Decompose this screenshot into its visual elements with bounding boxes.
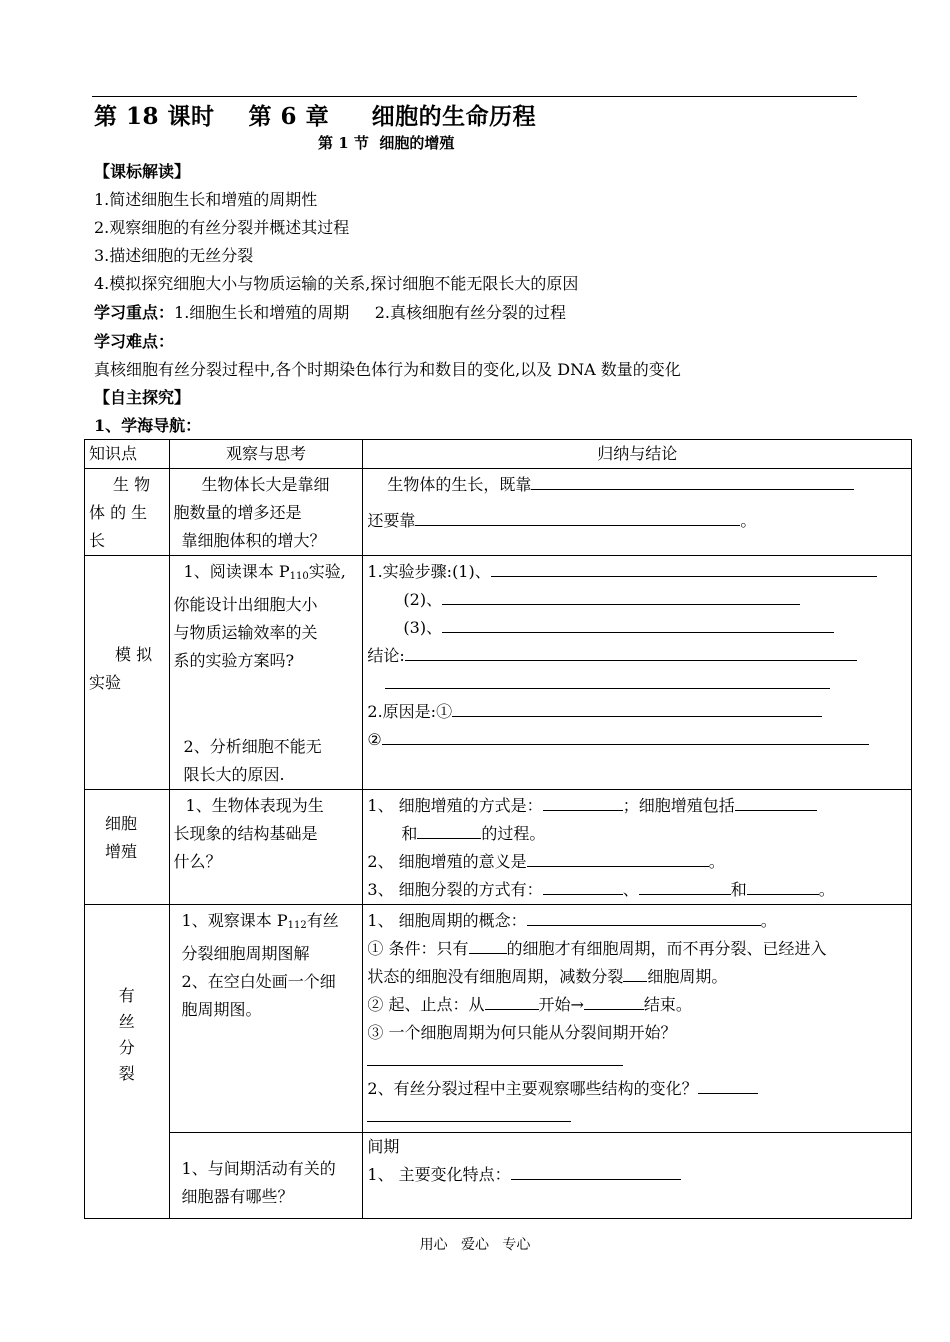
page-footer: 用心 爱心 专心 xyxy=(419,1237,531,1253)
row4-topic xyxy=(85,905,170,1219)
reason-label: 2.原因是:① xyxy=(367,702,453,721)
table-row xyxy=(85,469,912,556)
row2-think xyxy=(169,556,363,790)
phase-label: 间期 xyxy=(367,1137,400,1156)
row2-topic-line: 模 拟 xyxy=(115,644,153,664)
answer-blank[interactable] xyxy=(382,726,869,745)
row3-topic-line: 细胞 xyxy=(105,814,138,833)
row4-text: 1、 细胞周期的概念： xyxy=(367,911,527,930)
row4-text: ① 条件：只有 xyxy=(367,939,469,958)
row5-think xyxy=(169,1133,363,1219)
answer-blank[interactable] xyxy=(531,471,854,490)
row3-text: 2、 细胞增殖的意义是 xyxy=(367,852,527,871)
answer-blank[interactable] xyxy=(485,991,539,1010)
answer-blank[interactable] xyxy=(469,935,507,954)
row3-think-line: 什么？ xyxy=(173,852,222,871)
answer-blank[interactable] xyxy=(415,507,740,526)
header-topic: 知识点 xyxy=(85,440,170,469)
table-row xyxy=(85,1133,912,1219)
objective-2: 2.观察细胞的有丝分裂并概述其过程 xyxy=(94,218,350,237)
guide-heading: 1、学海导航： xyxy=(94,416,202,435)
answer-blank[interactable] xyxy=(543,876,623,895)
row4-question: ③ 一个细胞周期为何只能从分裂间期开始？ xyxy=(367,1023,677,1042)
row1-think-line: 胞数量的增多还是 xyxy=(173,503,302,522)
difficult-text: 真核细胞有丝分裂过程中,各个时期染色体行为和数目的变化,以及 DNA 数量的变化 xyxy=(94,360,681,379)
row4-text: 的细胞才有细胞周期，而不再分裂、已经进入 xyxy=(506,939,827,958)
answer-blank[interactable] xyxy=(698,1075,758,1094)
row4-text: 结束。 xyxy=(643,995,692,1014)
row4-text: 。 xyxy=(760,911,777,930)
row3-conclusion xyxy=(363,790,912,905)
answer-blank[interactable] xyxy=(623,963,647,982)
row3-text: 、 xyxy=(622,880,639,899)
explore-heading: 【自主探究】 xyxy=(94,388,191,407)
row1-think-line: 靠细胞体积的增大？ xyxy=(181,531,326,550)
answer-blank[interactable] xyxy=(385,670,830,689)
row5-think-line: 1、与间期活动有关的 xyxy=(181,1159,336,1178)
table-row xyxy=(85,556,912,790)
row2-topic-line: 实验 xyxy=(89,672,122,692)
table-row xyxy=(85,790,912,905)
row2-think-line: 系的实验方案吗? xyxy=(173,651,295,670)
row1-topic-line: 体 的 生 xyxy=(89,503,148,522)
row2-think-text: 1、阅读课本 P xyxy=(183,562,290,581)
row4-topic-char: 分 xyxy=(118,1038,135,1057)
row1-topic-line: 长 xyxy=(89,531,106,550)
step-label: 1.实验步骤:(1)、 xyxy=(367,562,491,581)
row5-conclusion xyxy=(363,1133,912,1219)
row2-conclusion xyxy=(363,556,912,790)
reason-label: ② xyxy=(367,730,382,749)
difficult-label: 学习难点： xyxy=(94,332,175,351)
row3-text: 3、 细胞分裂的方式有： xyxy=(367,880,543,899)
row1-concl-text: 。 xyxy=(740,511,757,530)
row1-concl-text: 还要靠 xyxy=(367,511,416,530)
row1-topic xyxy=(85,469,170,556)
row4-conclusion xyxy=(363,905,912,1133)
row2-think-line: 限长大的原因. xyxy=(183,765,285,784)
row3-text: 的过程。 xyxy=(481,824,546,843)
answer-blank[interactable] xyxy=(452,698,822,717)
conclusion-label: 结论: xyxy=(367,646,405,665)
answer-blank[interactable] xyxy=(442,614,834,633)
objective-4: 4.模拟探究细胞大小与物质运输的关系,探讨细胞不能无限长大的原因 xyxy=(94,274,579,293)
row4-topic-char: 裂 xyxy=(118,1064,135,1083)
answer-blank[interactable] xyxy=(511,1161,681,1180)
row2-topic xyxy=(85,556,170,790)
row4-think-line: 2、在空白处画一个细 xyxy=(181,972,336,991)
answer-blank[interactable] xyxy=(543,792,623,811)
row2-think-text: 实验, xyxy=(308,562,346,581)
row4-topic-char: 有 xyxy=(118,986,135,1005)
answer-blank[interactable] xyxy=(584,991,644,1010)
row4-text: 开始→ xyxy=(538,995,584,1014)
key-label: 学习重点： xyxy=(94,303,175,322)
page-title: 第 18 课时 第 6 章 细胞的生命历程 xyxy=(94,103,537,130)
row4-text: ② 起、止点：从 xyxy=(367,995,485,1014)
row2-think-line: 与物质运输效率的关 xyxy=(173,623,318,642)
header-conclusion: 归纳与结论 xyxy=(363,440,912,469)
row1-conclusion xyxy=(363,469,912,556)
study-table xyxy=(84,439,912,1219)
objective-3: 3.描述细胞的无丝分裂 xyxy=(94,246,254,265)
table-header-row xyxy=(85,440,912,469)
row4-topic-char: 丝 xyxy=(118,1012,135,1031)
row2-think-line: 你能设计出细胞大小 xyxy=(173,595,318,614)
table-row xyxy=(85,905,912,1133)
answer-blank[interactable] xyxy=(442,586,800,605)
page-subscript: 112 xyxy=(287,920,307,931)
row4-think xyxy=(169,905,363,1133)
answer-blank[interactable] xyxy=(417,820,481,839)
answer-blank[interactable] xyxy=(367,1103,571,1122)
key-text: 1.细胞生长和增殖的周期 2.真核细胞有丝分裂的过程 xyxy=(174,303,566,322)
section-subtitle: 第 1 节 细胞的增殖 xyxy=(318,134,455,152)
row3-text: 和 xyxy=(730,880,747,899)
row3-text: ；细胞增殖包括 xyxy=(622,796,735,815)
row4-think-line: 胞周期图。 xyxy=(181,1000,262,1019)
row3-text: 和 xyxy=(401,824,418,843)
row3-think-line: 1、生物体表现为生 xyxy=(185,796,324,815)
row5-think-line: 细胞器有哪些？ xyxy=(181,1187,294,1206)
row3-think-line: 长现象的结构基础是 xyxy=(173,824,318,843)
row1-topic-line: 生 物 xyxy=(113,475,151,494)
answer-blank[interactable] xyxy=(639,876,731,895)
objective-1: 1.简述细胞生长和增殖的周期性 xyxy=(94,190,318,209)
row4-question: 2、有丝分裂过程中主要观察哪些结构的变化？ xyxy=(367,1079,698,1098)
answer-blank[interactable] xyxy=(491,558,877,577)
header-rule xyxy=(92,96,857,97)
answer-blank[interactable] xyxy=(367,1047,623,1066)
row3-topic xyxy=(85,790,170,905)
row3-think xyxy=(169,790,363,905)
row4-text: 细胞周期。 xyxy=(647,967,728,986)
row2-think-line: 2、分析细胞不能无 xyxy=(183,737,322,756)
row4-think-line: 分裂细胞周期图解 xyxy=(181,944,310,963)
answer-blank[interactable] xyxy=(747,876,819,895)
page-subscript: 110 xyxy=(289,571,309,582)
key-points xyxy=(94,303,566,323)
row3-text: 。 xyxy=(708,852,725,871)
answer-blank[interactable] xyxy=(527,848,709,867)
row3-topic-line: 增殖 xyxy=(105,842,138,861)
row5-text: 1、 主要变化特点： xyxy=(367,1165,511,1184)
answer-blank[interactable] xyxy=(405,642,857,661)
row3-text: 。 xyxy=(818,880,835,899)
row3-text: 1、 细胞增殖的方式是： xyxy=(367,796,543,815)
row4-text: 状态的细胞没有细胞周期，减数分裂 xyxy=(367,967,624,986)
row4-think-text: 有丝 xyxy=(306,911,339,930)
row1-concl-text: 生物体的生长，既靠 xyxy=(387,475,532,494)
header-observe: 观察与思考 xyxy=(169,440,363,469)
row4-think-text: 1、观察课本 P xyxy=(181,911,288,930)
step-label: (3)、 xyxy=(403,618,443,637)
row1-think xyxy=(169,469,363,556)
answer-blank[interactable] xyxy=(527,907,761,926)
answer-blank[interactable] xyxy=(735,792,817,811)
row1-think-line: 生物体长大是靠细 xyxy=(201,475,330,494)
kebiao-heading: 【课标解读】 xyxy=(94,162,191,181)
step-label: (2)、 xyxy=(403,590,443,609)
